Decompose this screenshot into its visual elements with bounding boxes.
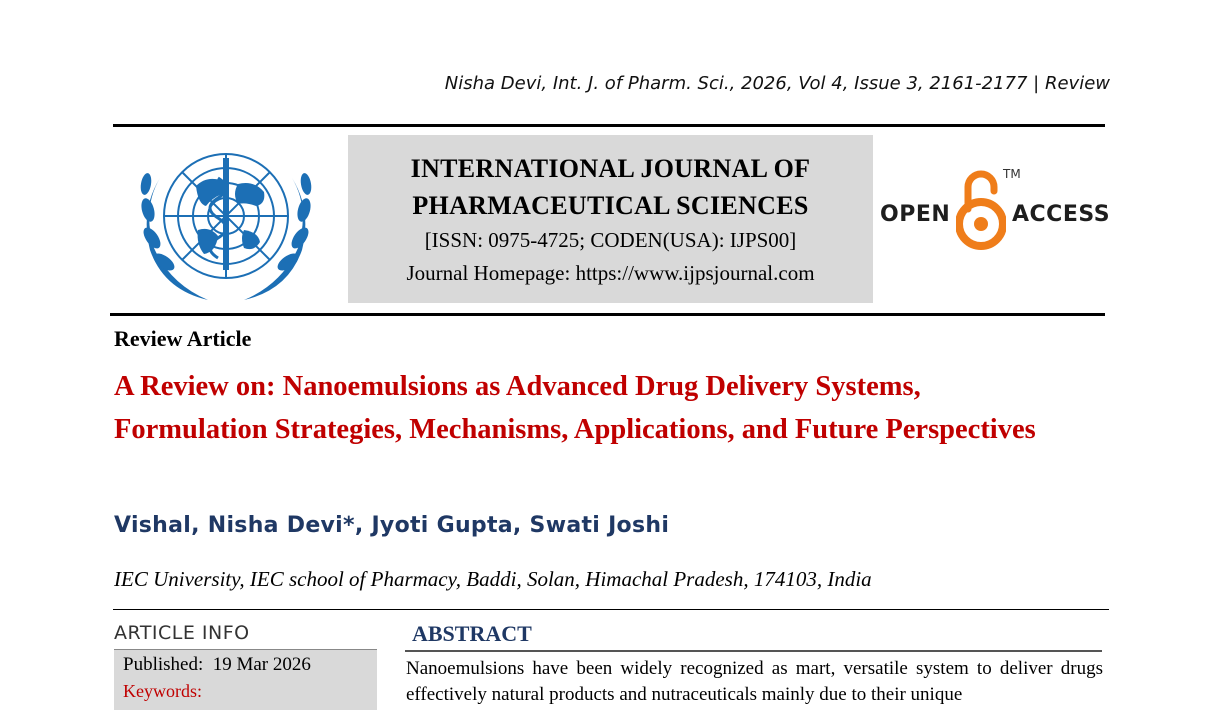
author-list: Vishal, Nisha Devi*, Jyoti Gupta, Swati Joshi (114, 513, 670, 538)
running-header-citation: Nisha Devi, Int. J. of Pharm. Sci., 2026, Vol 4, Issue 3, 2161-2177 | Review (444, 73, 1110, 94)
header-bottom-rule (110, 313, 1105, 316)
abstract-rule (405, 650, 1102, 652)
open-access-text-open: OPEN (880, 202, 951, 227)
section-divider (113, 609, 1109, 610)
abstract-body: Nanoemulsions have been widely recognized as mart, versatile system to deliver drugs effectively natural products and nutraceuticals mainly due to their unique (406, 658, 1103, 705)
published-label: Published: (123, 654, 204, 675)
journal-emblem-logo (126, 138, 326, 306)
article-title: A Review on: Nanoemulsions as Advanced Drug Delivery Systems, Formulation Strategies, Mechanisms, Applications, and Future Perspectives (114, 371, 1036, 445)
open-access-logo (880, 165, 1111, 255)
published-date (123, 654, 311, 676)
journal-homepage: Journal Homepage: https://www.ijpsjournal.com (406, 261, 815, 285)
abstract-heading: ABSTRACT (412, 621, 532, 646)
open-lock-icon (956, 165, 1006, 251)
journal-name-line1: INTERNATIONAL JOURNAL OF (410, 154, 811, 183)
keywords-label: Keywords: (123, 681, 202, 701)
header-top-rule (113, 124, 1105, 127)
journal-masthead-box (348, 135, 873, 303)
trademark-mark: TM (1003, 167, 1021, 181)
journal-name-line2: PHARMACEUTICAL SCIENCES (412, 191, 809, 220)
article-info-heading: ARTICLE INFO (114, 622, 250, 644)
open-access-text-access: ACCESS (1012, 202, 1111, 227)
journal-name (348, 150, 873, 224)
article-type: Review Article (114, 326, 252, 351)
author-affiliation: IEC University, IEC school of Pharmacy, Baddi, Solan, Himachal Pradesh, 174103, India (114, 567, 872, 591)
journal-issn: [ISSN: 0975-4725; CODEN(USA): IJPS00] (424, 228, 797, 252)
published-value: 19 Mar 2026 (212, 654, 311, 675)
